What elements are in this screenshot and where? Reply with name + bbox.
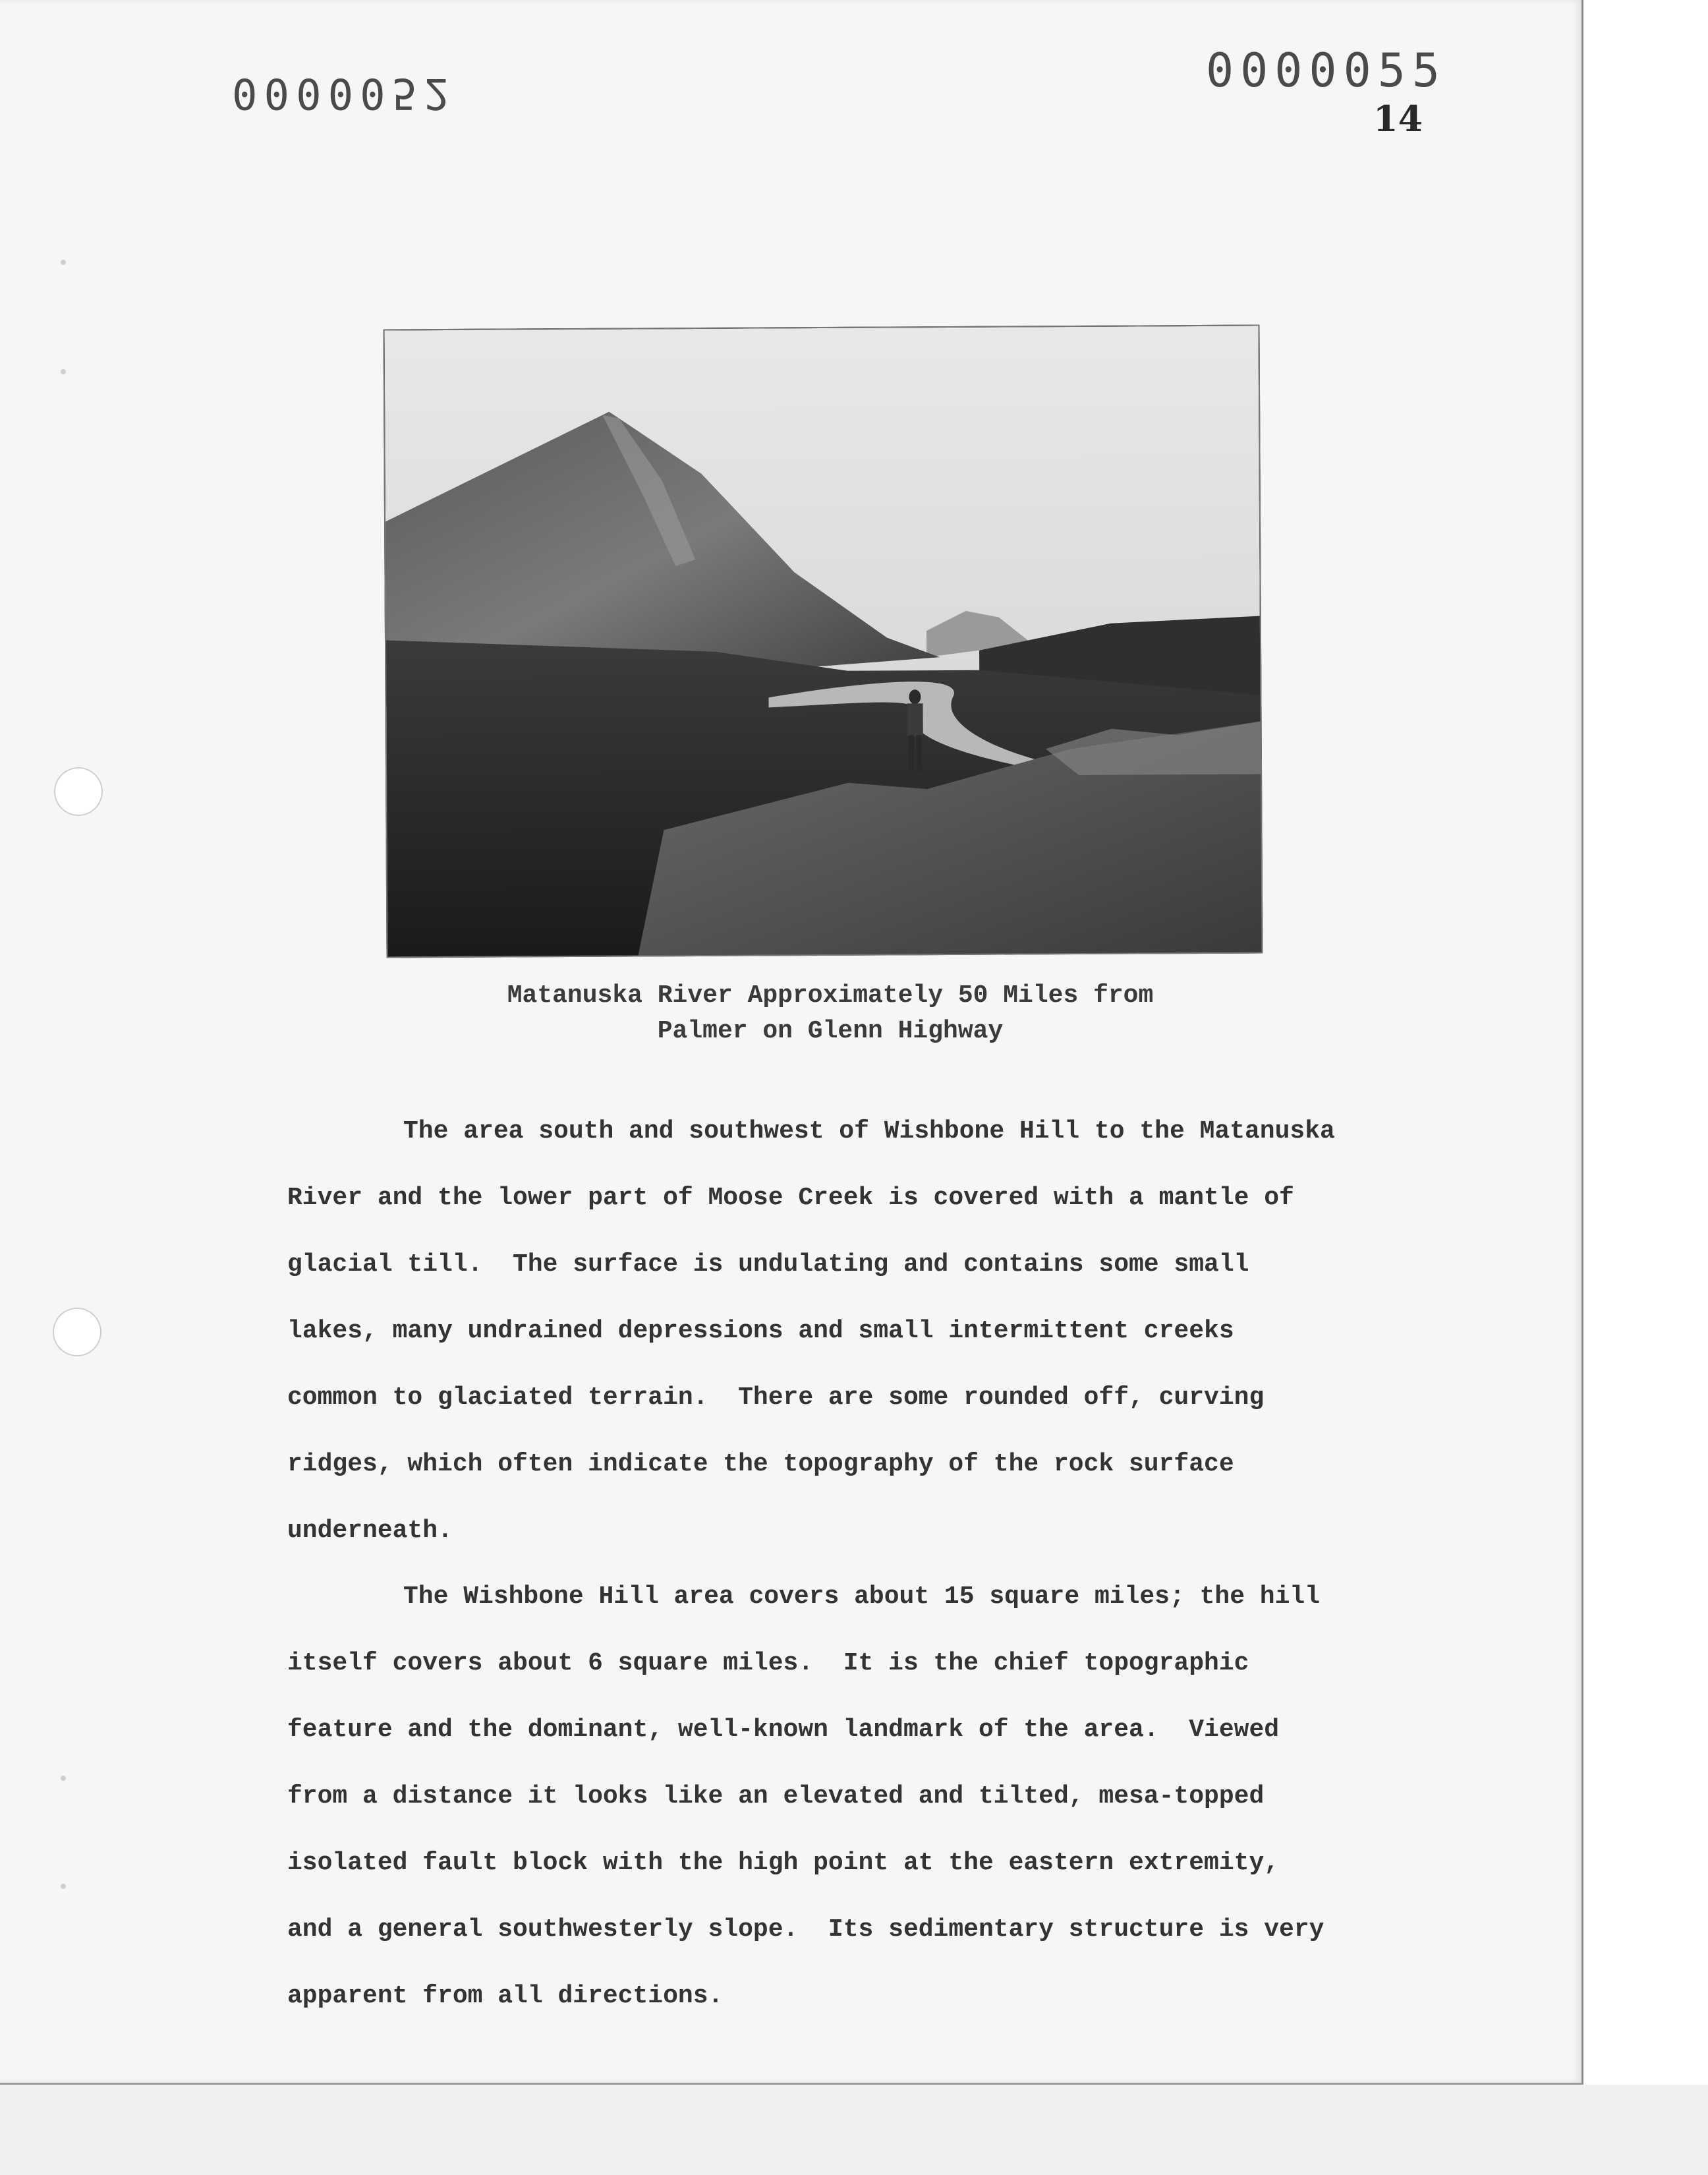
photo-illustration — [385, 326, 1262, 957]
text-line: ridges, which often indicate the topography of the rock surface — [287, 1450, 1234, 1478]
text-line: common to glaciated terrain. There are some rounded off, curving — [287, 1383, 1265, 1412]
text-line: The Wishbone Hill area covers about 15 square miles; the hill — [403, 1582, 1321, 1611]
reversed-page-stamp: 0000052 — [232, 69, 456, 117]
scan-margin-bottom — [0, 2085, 1708, 2175]
text-line: apparent from all directions. — [287, 1982, 724, 2010]
punch-hole — [54, 767, 103, 816]
text-line: The area south and southwest of Wishbone Hill to the Matanuska — [403, 1117, 1335, 1146]
text-line: glacial till. The surface is undulating and contains some small — [287, 1250, 1249, 1279]
text-line: feature and the dominant, well-known landmark of the area. Viewed — [287, 1716, 1280, 1744]
paper-speck — [61, 1884, 66, 1889]
scan-margin-right — [1583, 0, 1708, 2175]
paragraph-2 — [287, 1563, 1447, 2029]
text-line: itself covers about 6 square miles. It is the chief topographic — [287, 1649, 1249, 1677]
text-line: River and the lower part of Moose Creek is covered with a mantle of — [287, 1184, 1294, 1212]
photo-caption — [369, 978, 1292, 1049]
paper-speck — [61, 260, 66, 265]
text-line: lakes, many undrained depressions and small intermittent creeks — [287, 1317, 1234, 1345]
punch-hole — [53, 1308, 101, 1356]
page-stamp: 0000055 — [1206, 44, 1447, 98]
text-line: and a general southwesterly slope. Its sedimentary structure is very — [287, 1915, 1324, 1944]
landscape-photo — [384, 325, 1263, 958]
caption-line: Palmer on Glenn Highway — [657, 1017, 1004, 1045]
page-number: 14 — [1373, 98, 1423, 140]
paper-speck — [61, 369, 66, 374]
paper-speck — [61, 1776, 66, 1781]
text-line: isolated fault block with the high point at the eastern extremity, — [287, 1849, 1280, 1877]
caption-line: Matanuska River Approximately 50 Miles from — [507, 981, 1154, 1010]
text-line: from a distance it looks like an elevated and tilted, mesa-topped — [287, 1782, 1265, 1811]
paragraph-1 — [287, 1098, 1447, 1564]
text-line: underneath. — [287, 1517, 453, 1545]
